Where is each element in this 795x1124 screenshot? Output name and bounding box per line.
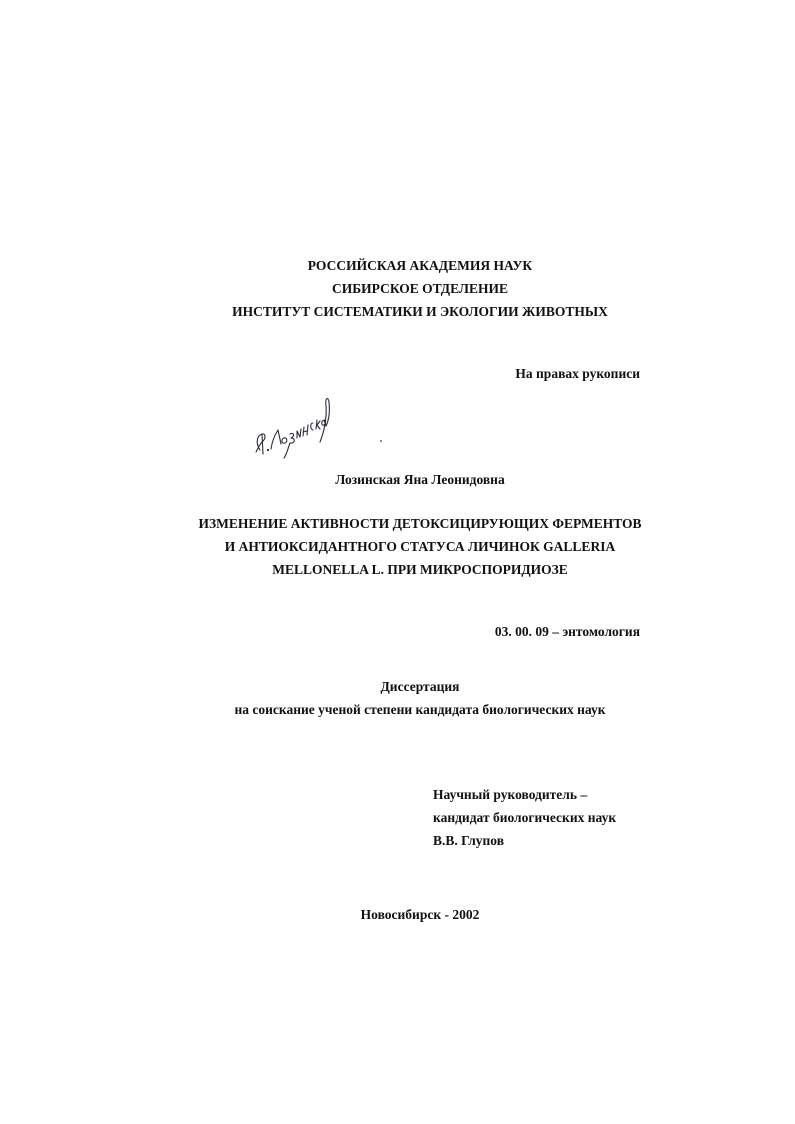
- title-line-1: ИЗМЕНЕНИЕ АКТИВНОСТИ ДЕТОКСИЦИРУЮЩИХ ФЕРМЕНТОВ: [198, 516, 642, 531]
- supervisor-name: В.В. Глупов: [433, 833, 505, 848]
- supervisor-role: Научный руководитель –: [433, 787, 588, 802]
- branch-heading: СИБИРСКОЕ ОТДЕЛЕНИЕ: [331, 281, 508, 296]
- academy-heading: РОССИЙСКАЯ АКАДЕМИЯ НАУК: [307, 258, 533, 273]
- scan-speck: [380, 440, 382, 442]
- manuscript-rights-note: На правах рукописи: [515, 366, 640, 381]
- specialty-code: 03. 00. 09 – энтомология: [494, 624, 640, 639]
- handwritten-signature: [250, 392, 340, 462]
- title-line-2: И АНТИОКСИДАНТНОГО СТАТУСА ЛИЧИНОК GALLERIA: [224, 539, 616, 554]
- title-line-3: MELLONELLA L. ПРИ МИКРОСПОРИДИОЗЕ: [272, 562, 568, 577]
- dissertation-label: Диссертация: [380, 679, 460, 694]
- author-name: Лозинская Яна Леонидовна: [335, 472, 505, 487]
- institute-heading: ИНСТИТУТ СИСТЕМАТИКИ И ЭКОЛОГИИ ЖИВОТНЫХ: [232, 304, 608, 319]
- supervisor-degree: кандидат биологических наук: [433, 810, 617, 825]
- degree-statement: на соискание ученой степени кандидата биологических наук: [234, 702, 606, 717]
- place-and-year: Новосибирск - 2002: [360, 907, 480, 922]
